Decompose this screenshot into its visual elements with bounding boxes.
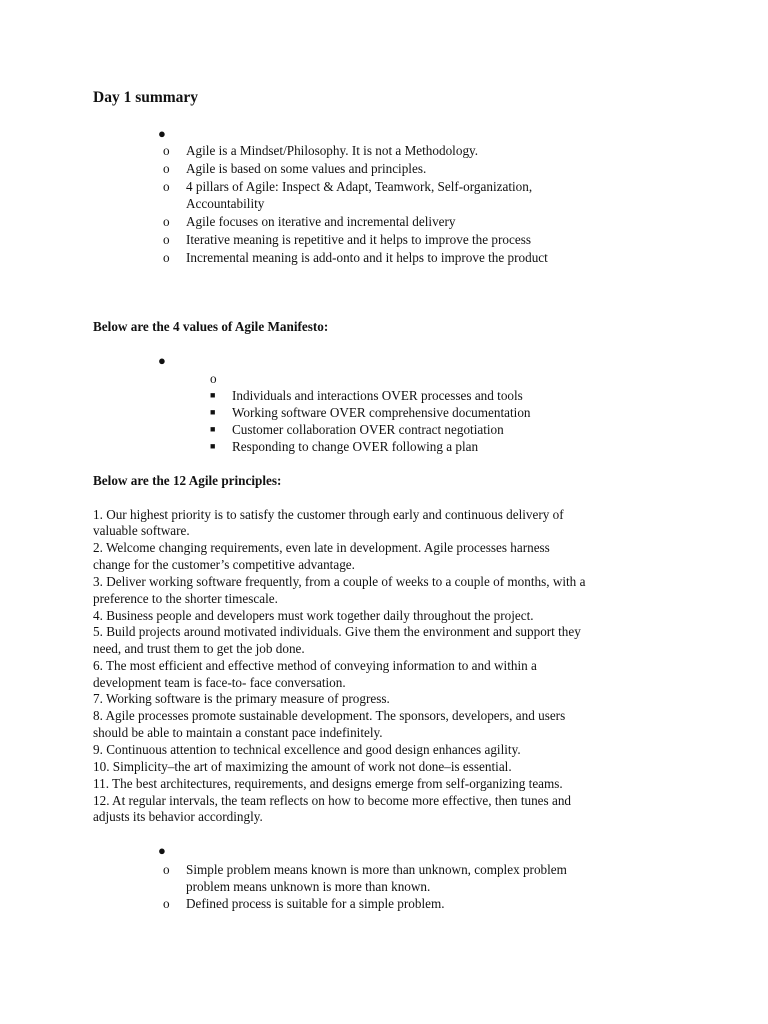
page-title: Day 1 summary (93, 89, 199, 106)
list-item-continuation: Accountability (186, 196, 265, 211)
bullet-marker: ● (158, 843, 166, 858)
list-item: Agile focuses on iterative and incremental delivery (186, 214, 456, 229)
circle-marker: o (163, 143, 170, 158)
list-item: Individuals and interactions OVER processes and tools (232, 388, 523, 403)
bullet-marker: ● (158, 126, 166, 141)
bullet-marker: ● (158, 353, 166, 368)
principle-line: 12. At regular intervals, the team reflects on how to become more effective, then tunes and (93, 793, 572, 808)
list-item: Agile is based on some values and principles. (186, 161, 427, 176)
principle-line: 3. Deliver working software frequently, from a couple of weeks to a couple of months, with a (93, 574, 586, 589)
circle-marker: o (210, 371, 217, 386)
circle-marker: o (163, 250, 170, 265)
list-item: Iterative meaning is repetitive and it helps to improve the process (186, 232, 531, 247)
principle-line: change for the customer’s competitive advantage. (93, 557, 355, 572)
values-heading: Below are the 4 values of Agile Manifesto: (93, 319, 329, 334)
list-item: Agile is a Mindset/Philosophy. It is not a Methodology. (186, 143, 479, 158)
principle-line: 4. Business people and developers must work together daily throughout the project. (93, 608, 534, 623)
list-item: Defined process is suitable for a simple problem. (186, 896, 445, 911)
principle-line: 7. Working software is the primary measure of progress. (93, 691, 390, 706)
principle-line: development team is face-to- face conversation. (93, 675, 346, 690)
circle-marker: o (163, 232, 170, 247)
principle-line: 10. Simplicity–the art of maximizing the amount of work not done–is essential. (93, 759, 512, 774)
principle-line: 6. The most efficient and effective method of conveying information to and within a (93, 658, 537, 673)
circle-marker: o (163, 179, 170, 194)
principle-line: 8. Agile processes promote sustainable development. The sponsors, developers, and users (93, 708, 566, 723)
list-item-continuation: problem means unknown is more than known. (186, 879, 431, 894)
list-item: Working software OVER comprehensive documentation (232, 405, 531, 420)
principle-line: 9. Continuous attention to technical excellence and good design enhances agility. (93, 742, 521, 757)
principle-line: 2. Welcome changing requirements, even late in development. Agile processes harness (93, 540, 550, 555)
principle-line: preference to the shorter timescale. (93, 591, 278, 606)
list-item: Customer collaboration OVER contract negotiation (232, 422, 504, 437)
circle-marker: o (163, 862, 170, 877)
principle-line: 5. Build projects around motivated individuals. Give them the environment and support they (93, 624, 581, 639)
list-item: Simple problem means known is more than unknown, complex problem (186, 862, 567, 877)
list-item: Responding to change OVER following a plan (232, 439, 479, 454)
list-item: Incremental meaning is add-onto and it helps to improve the product (186, 250, 548, 265)
principle-line: adjusts its behavior accordingly. (93, 809, 263, 824)
list-item: 4 pillars of Agile: Inspect & Adapt, Teamwork, Self-organization, (186, 179, 533, 194)
principle-line: valuable software. (93, 523, 190, 538)
square-marker: ■ (210, 390, 216, 400)
principle-line: need, and trust them to get the job done. (93, 641, 305, 656)
circle-marker: o (163, 214, 170, 229)
circle-marker: o (163, 161, 170, 176)
square-marker: ■ (210, 407, 216, 417)
principles-heading: Below are the 12 Agile principles: (93, 473, 282, 488)
square-marker: ■ (210, 441, 216, 451)
principle-line: should be able to maintain a constant pace indefinitely. (93, 725, 383, 740)
principle-line: 11. The best architectures, requirements, and designs emerge from self-organizing teams. (93, 776, 563, 791)
square-marker: ■ (210, 424, 216, 434)
principle-line: 1. Our highest priority is to satisfy the customer through early and continuous delivery of (93, 507, 564, 522)
circle-marker: o (163, 896, 170, 911)
